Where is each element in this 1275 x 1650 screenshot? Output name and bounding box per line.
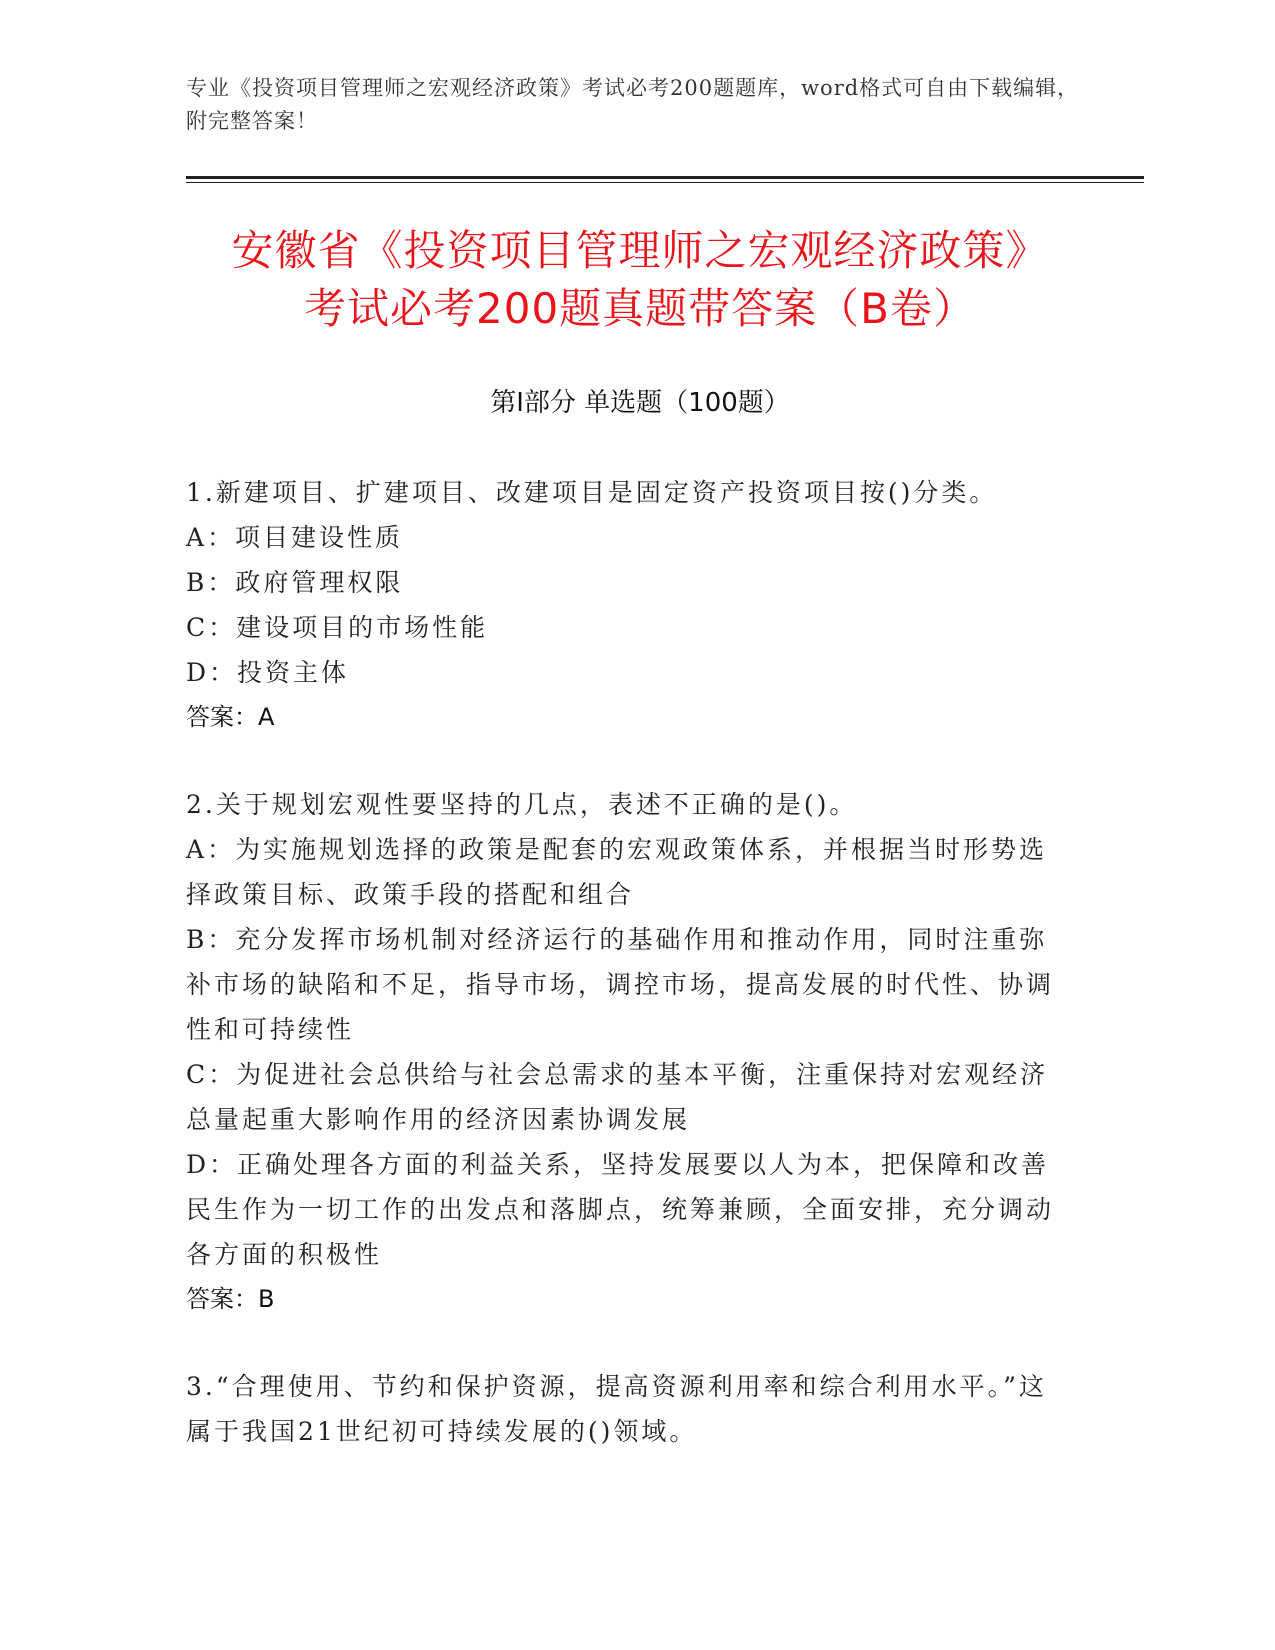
option-b: B：充分发挥市场机制对经济运行的基础作用和推动作用，同时注重弥补市场的缺陷和不足，指导市场，调控市场，提高发展的时代性、协调性和可持续性 — [186, 925, 1055, 1044]
document-title — [140, 222, 1140, 338]
header-text: 专业《投资项目管理师之宏观经济政策》考试必考200题题库，word格式可自由下载编辑，附完整答案！ — [186, 76, 1080, 133]
header-divider-thick — [186, 176, 1144, 179]
question-stem: 2.关于规划宏观性要坚持的几点，表述不正确的是()。 — [186, 790, 858, 819]
title-line-1: 安徽省《投资项目管理师之宏观经济政策》 — [231, 226, 1049, 275]
option-a: A：项目建设性质 — [186, 523, 404, 552]
question-2 — [186, 782, 1066, 1322]
option-c: C：建设项目的市场性能 — [186, 613, 489, 642]
question-3 — [186, 1364, 1066, 1454]
question-stem: 3.“合理使用、节约和保护资源，提高资源利用率和综合利用水平。”这属于我国21世纪初可持续发展的()领域。 — [186, 1372, 1047, 1446]
option-d: D：投资主体 — [186, 658, 350, 687]
question-list — [186, 470, 1066, 1496]
question-stem: 1.新建项目、扩建项目、改建项目是固定资产投资项目按()分类。 — [186, 478, 998, 507]
section-title: 第I部分 单选题（100题） — [490, 388, 790, 418]
option-d: D：正确处理各方面的利益关系，坚持发展要以人为本，把保障和改善民生作为一切工作的出发点和落脚点，统筹兼顾，全面安排，充分调动各方面的积极性 — [186, 1150, 1055, 1269]
question-1 — [186, 470, 1066, 740]
document-header — [186, 72, 1086, 138]
option-b: B：政府管理权限 — [186, 568, 404, 597]
title-line-2: 考试必考200题真题带答案（B卷） — [304, 284, 976, 333]
option-c: C：为促进社会总供给与社会总需求的基本平衡，注重保持对宏观经济总量起重大影响作用的经济因素协调发展 — [186, 1060, 1049, 1134]
answer-label: 答案：A — [186, 703, 275, 731]
answer-label: 答案：B — [186, 1285, 275, 1313]
header-divider-thin — [186, 182, 1144, 183]
option-a: A：为实施规划选择的政策是配套的宏观政策体系，并根据当时形势选择政策目标、政策手段的搭配和组合 — [186, 835, 1048, 909]
